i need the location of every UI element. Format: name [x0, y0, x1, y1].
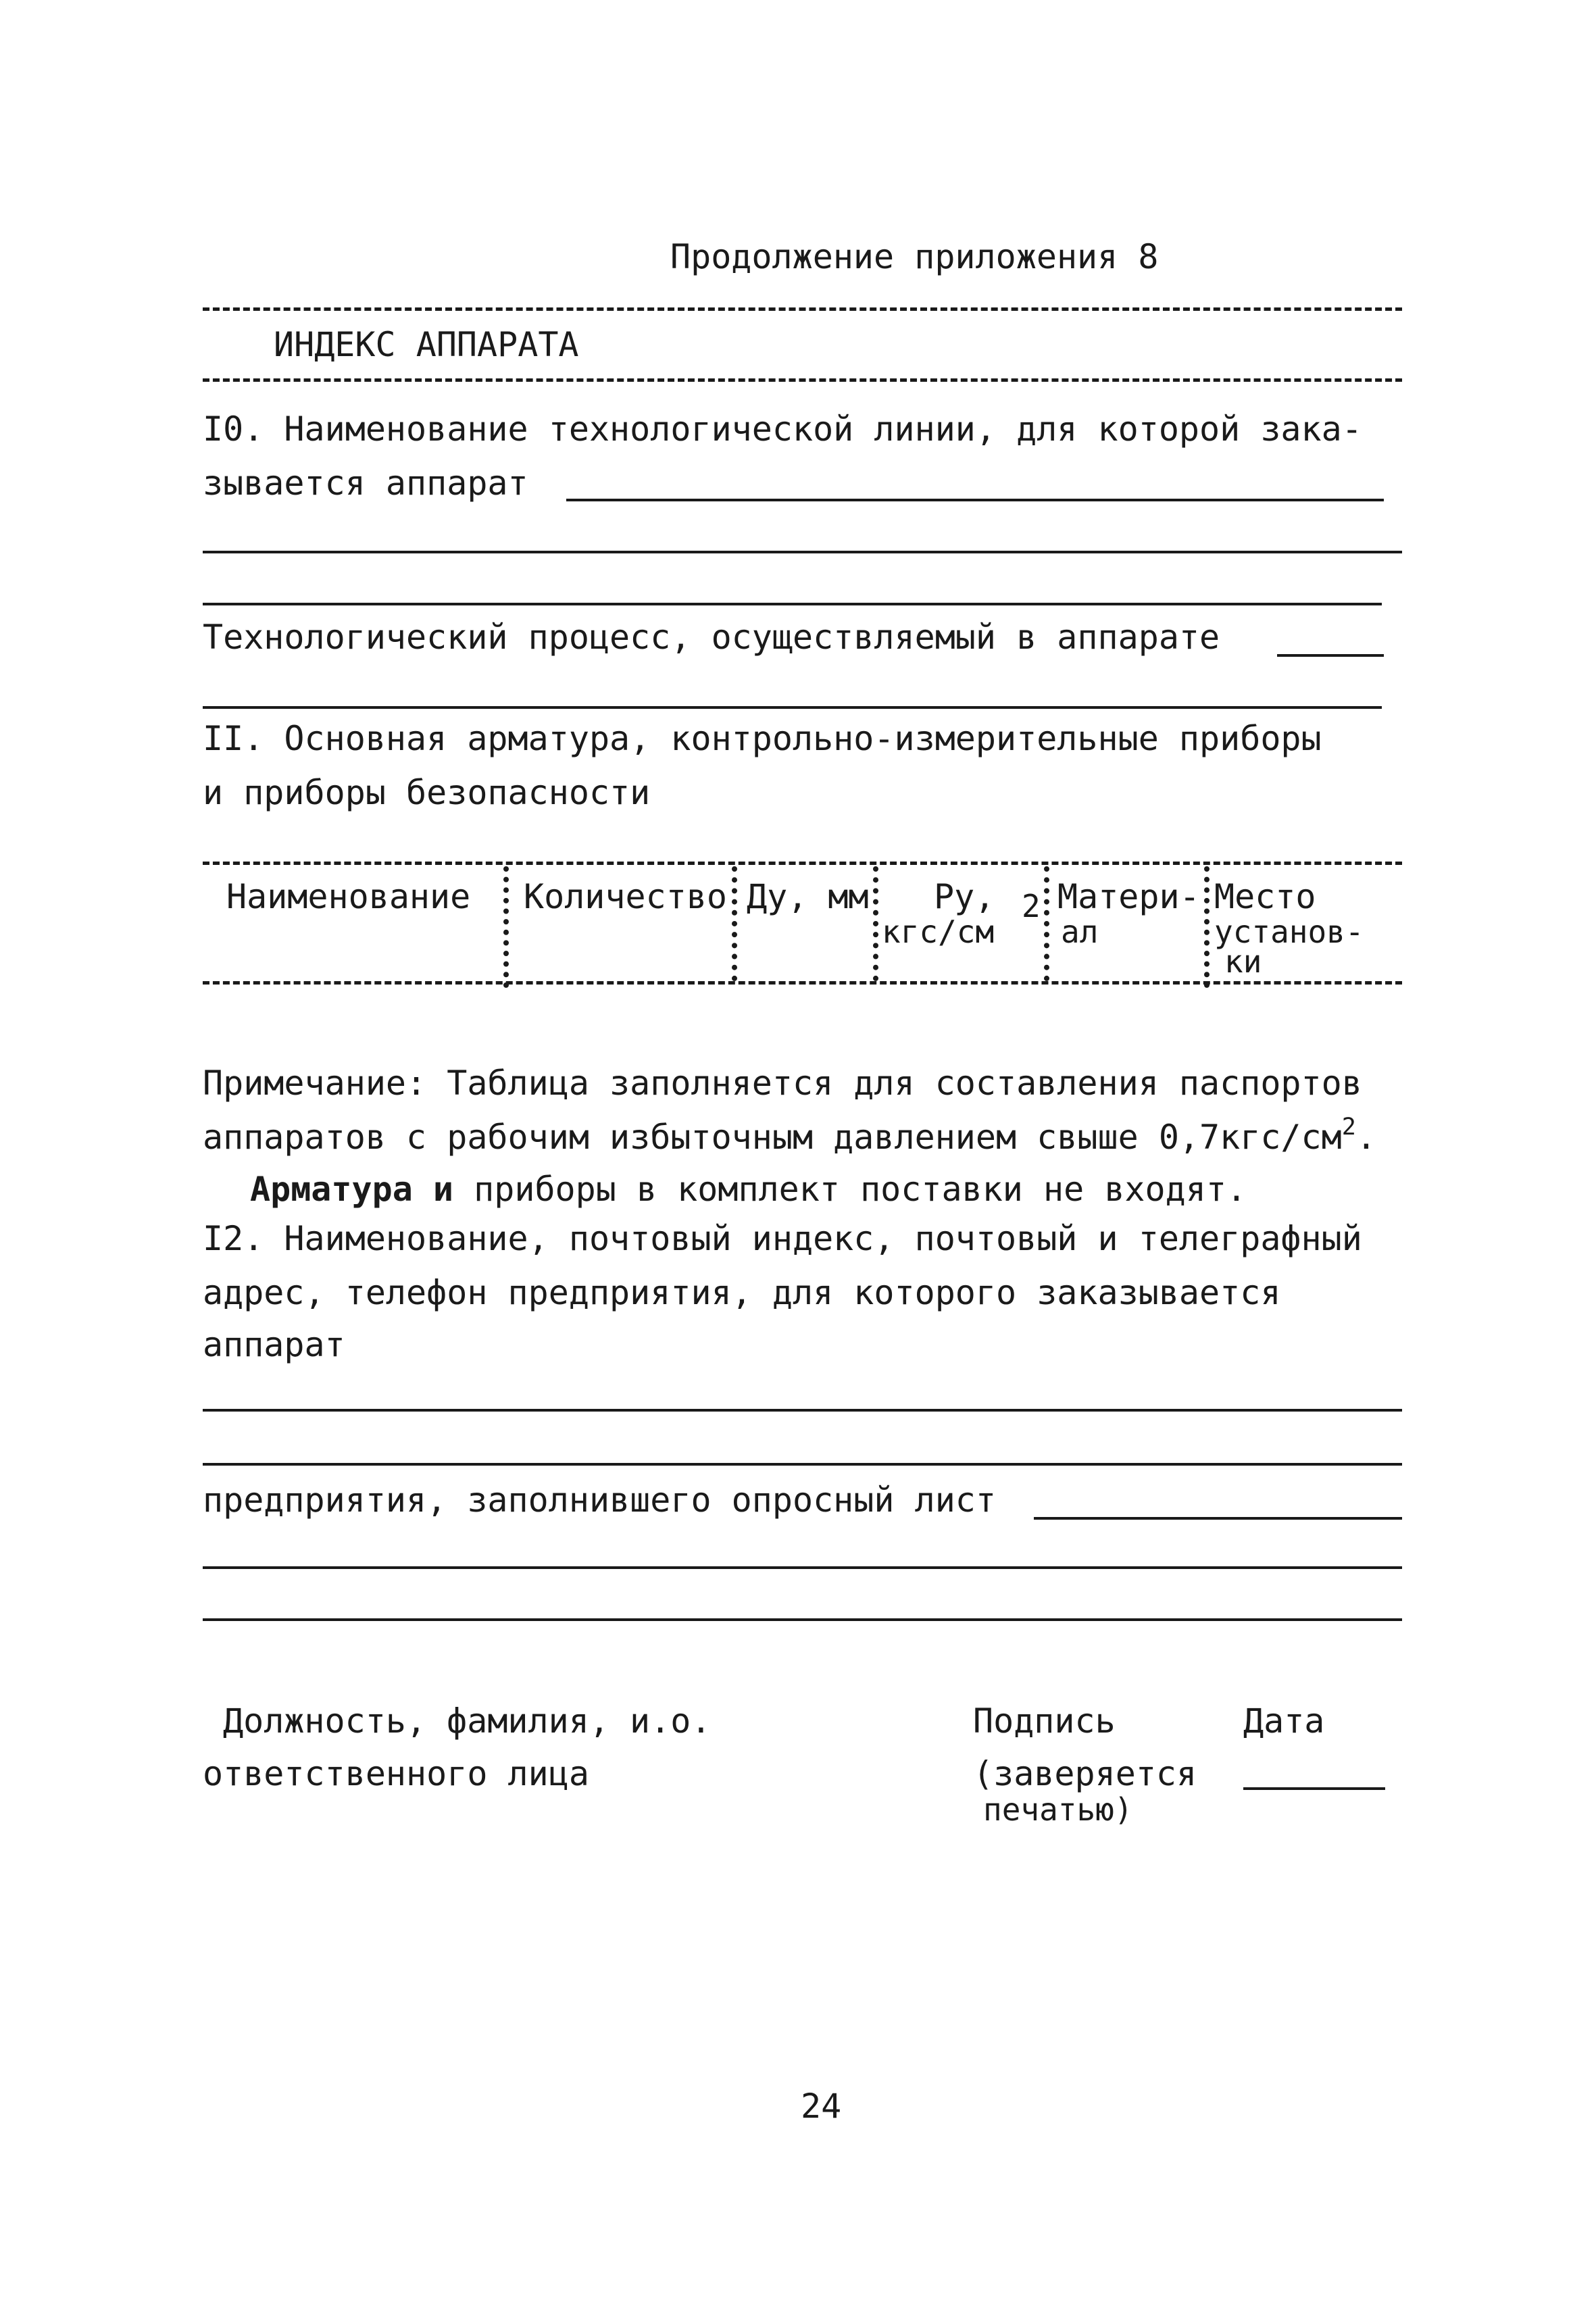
- fill-line-date[interactable]: [1243, 1787, 1385, 1790]
- table-bottom-border: [203, 981, 1402, 985]
- table-top-border: [203, 862, 1402, 865]
- signature-label: Подпись: [973, 1701, 1116, 1741]
- item10-line2: зывается аппарат: [203, 464, 528, 503]
- table-header-place: Место: [1214, 877, 1316, 916]
- filler-enterprise-label: предприятия, заполнившего опросный лист: [203, 1480, 996, 1520]
- item12-line2: адрес, телефон предприятия, для которого заказывается: [203, 1273, 1281, 1312]
- table-header-material-cont: ал: [1061, 914, 1099, 950]
- fill-line-enterprise[interactable]: [203, 1409, 1402, 1412]
- continuation-header: Продолжение приложения 8: [670, 237, 1159, 276]
- fill-line-enterprise[interactable]: [203, 1463, 1402, 1466]
- note-line3-rest: приборы в комплект поставки не входят.: [453, 1170, 1247, 1209]
- dashed-divider: [203, 378, 1402, 382]
- table-header-place-cont1: установ-: [1214, 914, 1364, 950]
- note-line2: [203, 1114, 1376, 1157]
- table-header-material: Матери-: [1057, 877, 1200, 916]
- note-line2-end: .: [1355, 1118, 1376, 1157]
- fill-line[interactable]: [203, 603, 1382, 605]
- note-line2-exponent: 2: [1341, 1114, 1356, 1141]
- table-header-du: Ду, мм: [747, 877, 869, 916]
- fill-line-apparatus-line[interactable]: [566, 499, 1384, 501]
- page-number: 24: [801, 2087, 842, 2126]
- table-column-separator: [1204, 866, 1210, 988]
- table-column-separator: [503, 866, 509, 988]
- position-label-1: Должность, фамилия, и.о.: [223, 1701, 712, 1741]
- table-column-separator: [1044, 866, 1049, 981]
- dashed-divider: [203, 307, 1402, 311]
- signature-note-1: (заверяется: [973, 1754, 1197, 1793]
- item11-line1: II. Основная арматура, контрольно-измерительные приборы: [203, 719, 1322, 758]
- table-column-separator: [732, 866, 737, 981]
- table-column-separator: [873, 866, 878, 981]
- fill-line[interactable]: [203, 1618, 1402, 1621]
- item12-line1: I2. Наименование, почтовый индекс, почтовый и телеграфный: [203, 1219, 1362, 1258]
- table-header-ru-exponent: 2: [1022, 888, 1041, 924]
- note-line3: [250, 1170, 1247, 1209]
- table-header-name: Наименование: [226, 877, 471, 916]
- table-header-place-cont2: ки: [1224, 943, 1262, 980]
- fill-line[interactable]: [203, 1566, 1402, 1569]
- table-header-ru-unit: кгс/см: [882, 914, 995, 950]
- date-label: Дата: [1243, 1701, 1325, 1741]
- fill-line-filler-enterprise[interactable]: [1034, 1517, 1402, 1520]
- item10-line1: I0. Наименование технологической линии, для которой зака-: [203, 409, 1362, 449]
- item11-line2: и приборы безопасности: [203, 773, 651, 812]
- item12-line3: аппарат: [203, 1325, 345, 1364]
- note-line3-bold: Арматура и: [250, 1170, 454, 1209]
- signature-note-2: печатью): [983, 1791, 1133, 1828]
- table-header-quantity: Количество: [524, 877, 728, 916]
- fill-line[interactable]: [203, 551, 1402, 553]
- fill-line[interactable]: [203, 706, 1382, 709]
- process-label: Технологический процесс, осуществляемый в аппарате: [203, 618, 1220, 657]
- position-label-2: ответственного лица: [203, 1754, 589, 1793]
- table-header-ru: Ру,: [934, 877, 995, 916]
- index-label: ИНДЕКС АППАРАТА: [274, 325, 579, 364]
- fill-line-process[interactable]: [1277, 654, 1384, 657]
- note-line2-text: аппаратов с рабочим избыточным давлением свыше 0,7кгс/см: [203, 1118, 1342, 1157]
- note-line1: Примечание: Таблица заполняется для составления паспортов: [203, 1064, 1362, 1103]
